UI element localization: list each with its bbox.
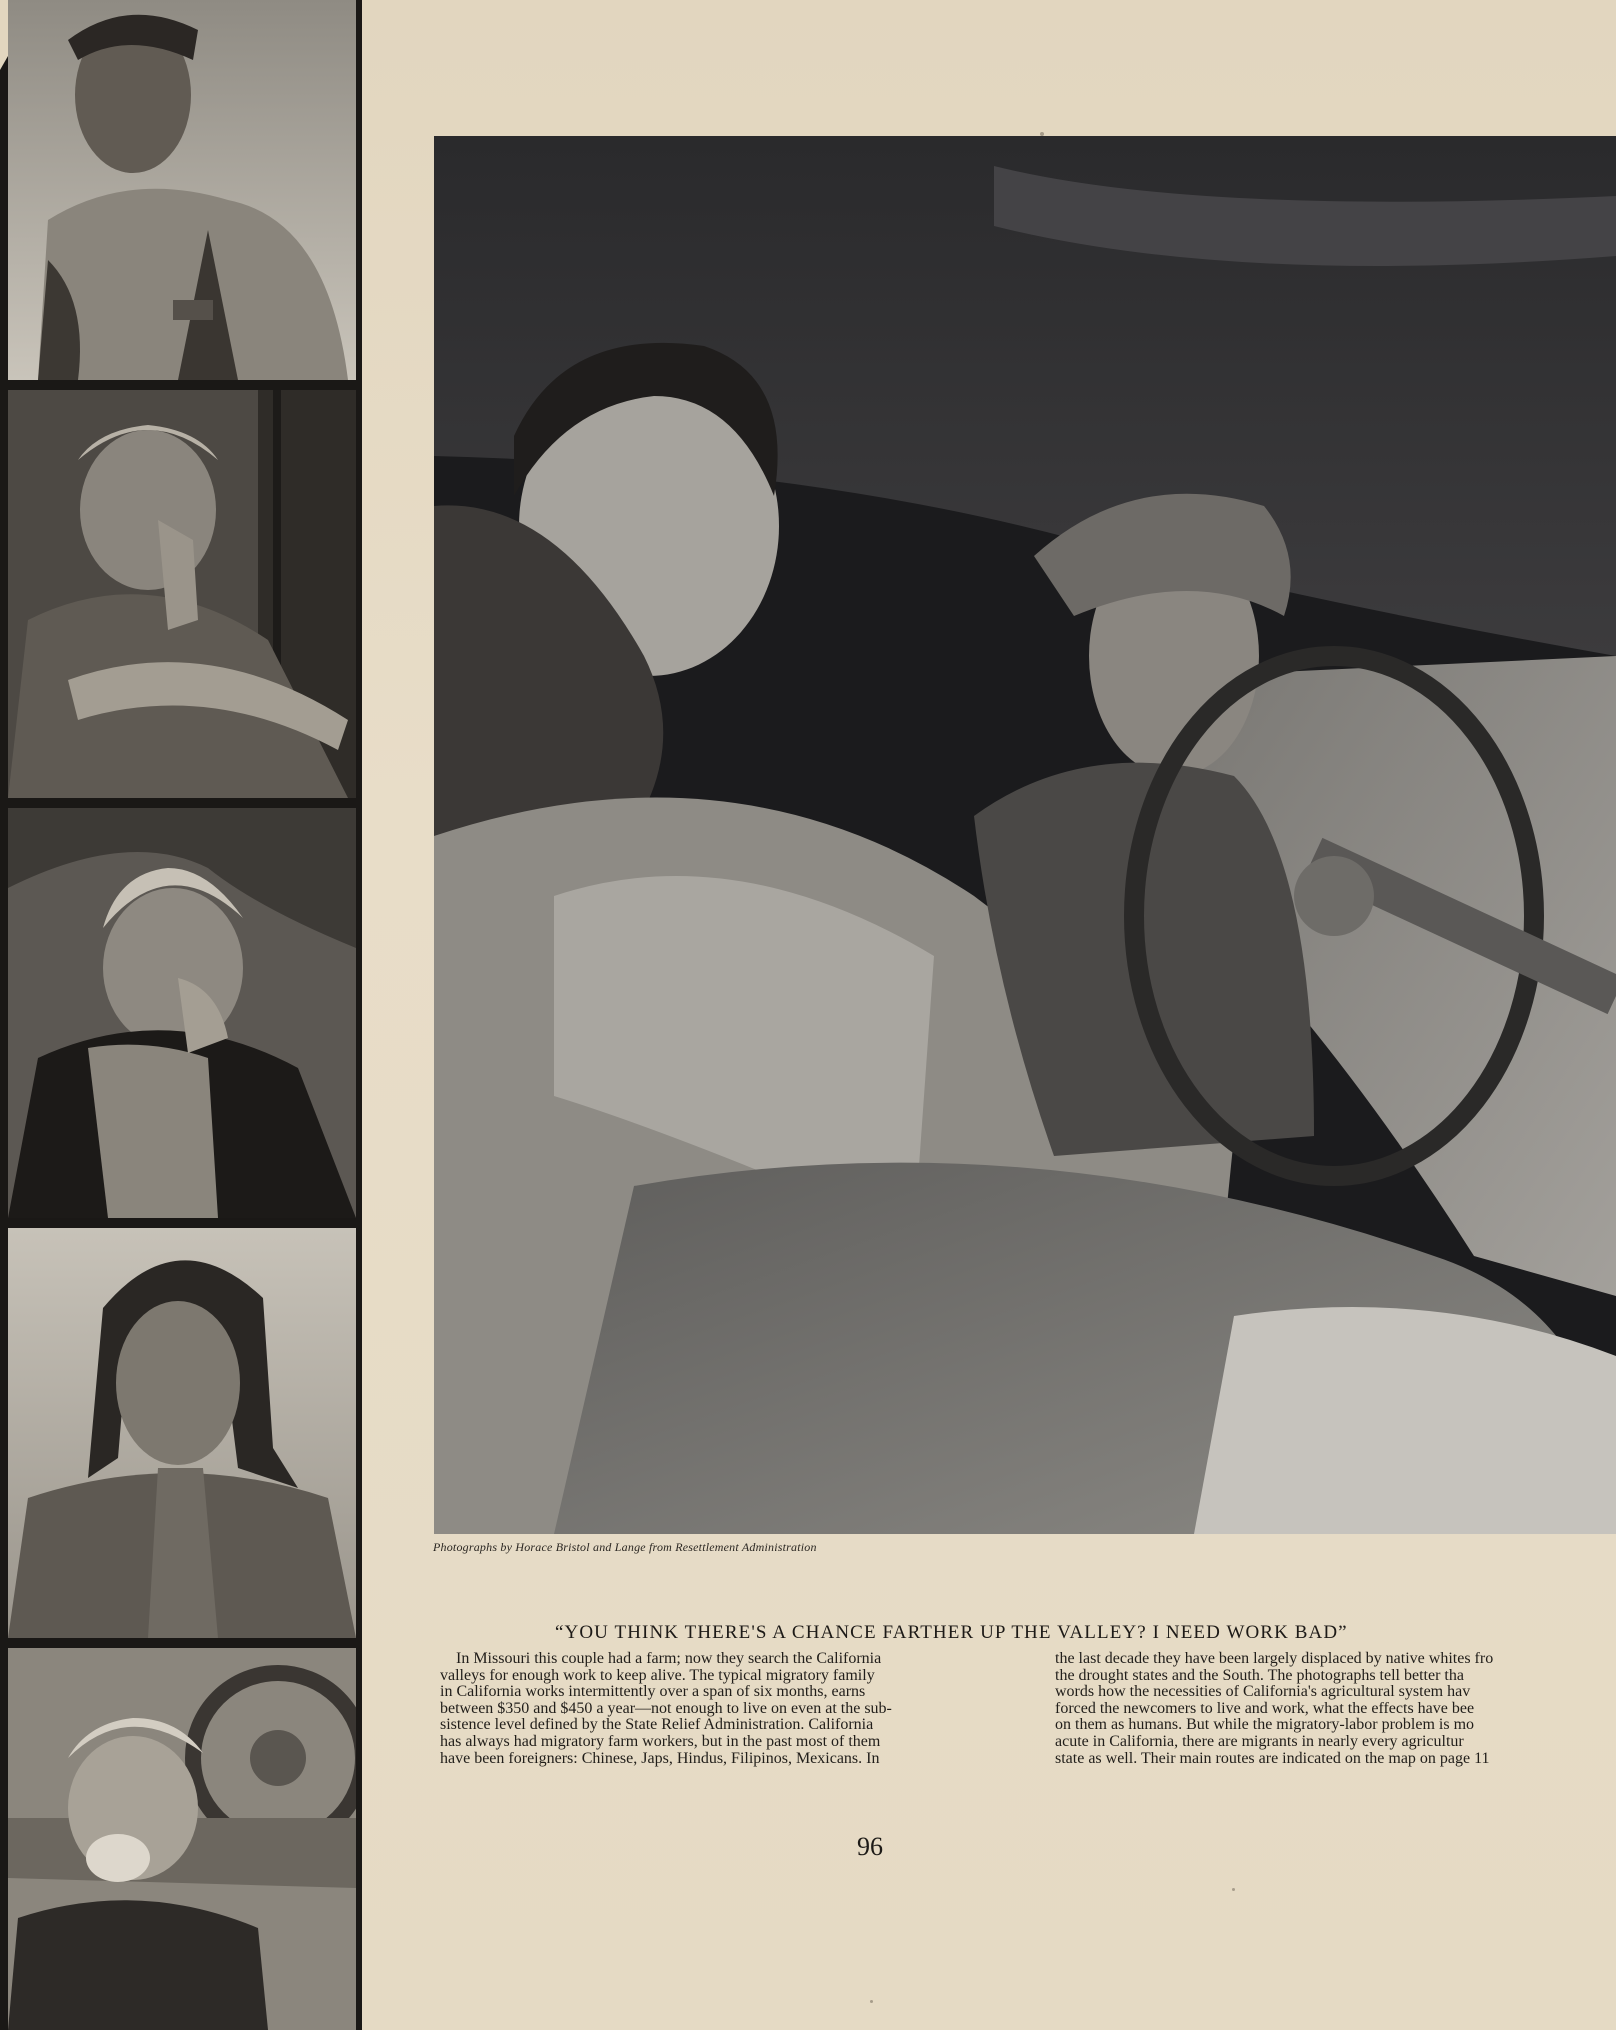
body-line: In Missouri this couple had a farm; now they search the California — [456, 1650, 882, 1667]
body-line: the drought states and the South. The photographs tell better tha — [1055, 1666, 1464, 1684]
body-line: acute in California, there are migrants in nearly every agricultur — [1055, 1732, 1464, 1750]
photo-strip — [0, 0, 362, 2030]
body-line: on them as humans. But while the migratory-labor problem is mo — [1055, 1716, 1475, 1734]
body-column-2 — [1055, 1651, 1616, 1767]
paper-fleck — [1232, 1888, 1235, 1891]
body-column-1 — [440, 1651, 1020, 1767]
body-line: has always had migratory farm workers, but in the past most of them — [440, 1732, 881, 1750]
body-line: in California works intermittently over a span of six months, earns — [440, 1683, 866, 1701]
body-line: sistence level defined by the State Relief Administration. California — [440, 1716, 874, 1734]
paper-fleck — [1040, 132, 1044, 136]
body-line: words how the necessities of California's agricultural system hav — [1055, 1683, 1471, 1701]
body-line: valleys for enough work to keep alive. The typical migratory family — [440, 1666, 875, 1684]
photo-man-overalls — [8, 0, 356, 380]
page-number: 96 — [857, 1832, 883, 1861]
photo-woman-headscarf — [8, 1228, 356, 1638]
body-line: state as well. Their main routes are indicated on the map on page 11 — [1055, 1749, 1490, 1767]
photo-couple-in-car — [434, 136, 1616, 1534]
photo-woman-hand-on-chin — [8, 390, 356, 798]
headline: “YOU THINK THERE'S A CHANCE FARTHER UP THE VALLEY? I NEED WORK BAD” — [555, 1622, 1348, 1643]
photo-woman-crying — [8, 808, 356, 1218]
photo-boy-eating — [8, 1648, 356, 2030]
body-line: the last decade they have been largely displaced by native whites fro — [1055, 1650, 1494, 1667]
body-line: between $350 and $450 a year—not enough to live on even at the sub- — [440, 1699, 892, 1717]
photo-credit: Photographs by Horace Bristol and Lange from Resettlement Administration — [433, 1540, 817, 1554]
paper-fleck — [870, 2000, 873, 2003]
body-line: forced the newcomers to live and work, what the effects have bee — [1055, 1699, 1475, 1717]
body-line: have been foreigners: Chinese, Japs, Hindus, Filipinos, Mexicans. In — [440, 1749, 880, 1767]
